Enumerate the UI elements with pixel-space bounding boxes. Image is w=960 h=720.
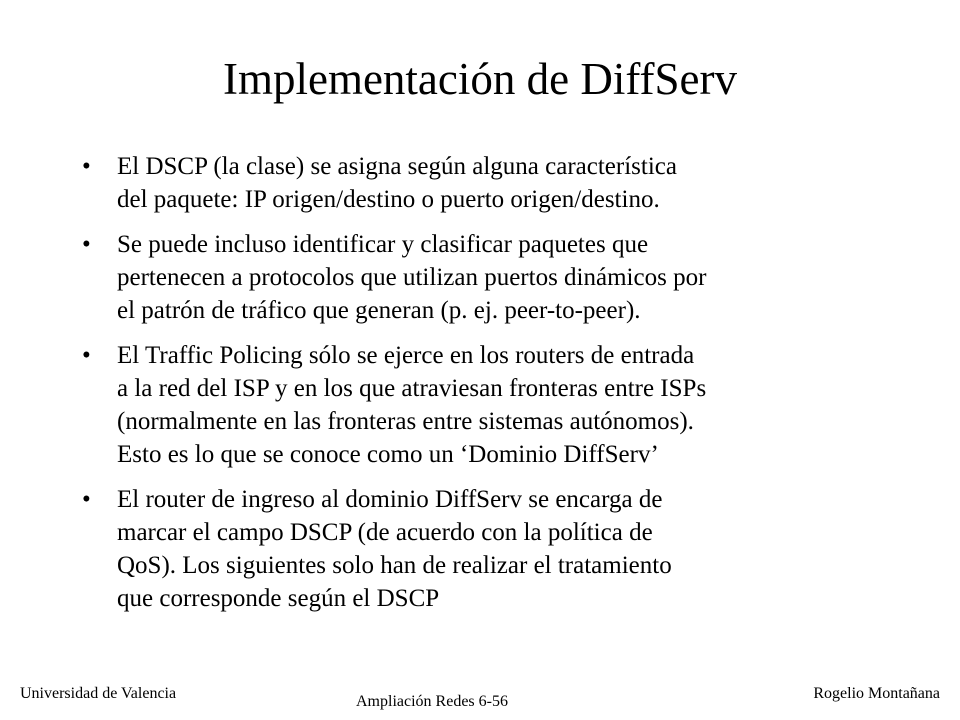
bullet-line: del paquete: IP origen/destino o puerto origen/destino. — [117, 186, 660, 213]
bullet-item-ingress-router — [80, 483, 880, 615]
bullet-list — [80, 150, 880, 627]
bullet-line: El Traffic Policing sólo se ejerce en los routers de entrada — [117, 342, 695, 369]
bullet-line: a la red del ISP y en los que atraviesan fronteras entre ISPs — [117, 375, 707, 402]
footer-author: Rogelio Montañana — [813, 685, 940, 702]
bullet-line: El DSCP (la clase) se asigna según alguna característica — [117, 153, 677, 180]
bullet-marker: • — [82, 486, 91, 513]
bullet-line: (normalmente en las fronteras entre sistemas autónomos). — [117, 408, 694, 435]
bullet-line: que corresponde según el DSCP — [117, 585, 440, 612]
footer-institution: Universidad de Valencia — [20, 685, 177, 702]
bullet-line: Se puede incluso identificar y clasificar paquetes que — [117, 231, 649, 258]
bullet-line: El router de ingreso al dominio DiffServ se encarga de — [117, 486, 663, 513]
bullet-marker: • — [82, 342, 91, 369]
bullet-line: el patrón de tráfico que generan (p. ej. peer-to-peer). — [117, 297, 641, 324]
bullet-item-dynamic-ports — [80, 228, 880, 327]
bullet-line: marcar el campo DSCP (de acuerdo con la política de — [117, 519, 653, 546]
bullet-marker: • — [82, 231, 91, 258]
bullet-line: pertenecen a protocolos que utilizan puertos dinámicos por — [117, 264, 707, 291]
bullet-line: QoS). Los siguientes solo han de realizar el tratamiento — [117, 552, 672, 579]
footer-course-page: Ampliación Redes 6-56 — [356, 693, 508, 710]
bullet-item-traffic-policing — [80, 339, 880, 471]
bullet-marker: • — [82, 153, 91, 180]
bullet-line: Esto es lo que se conoce como un ‘Dominio DiffServ’ — [117, 441, 659, 468]
slide-title: Implementación de DiffServ — [222, 54, 737, 104]
bullet-item-dscp-assignment — [80, 150, 880, 216]
